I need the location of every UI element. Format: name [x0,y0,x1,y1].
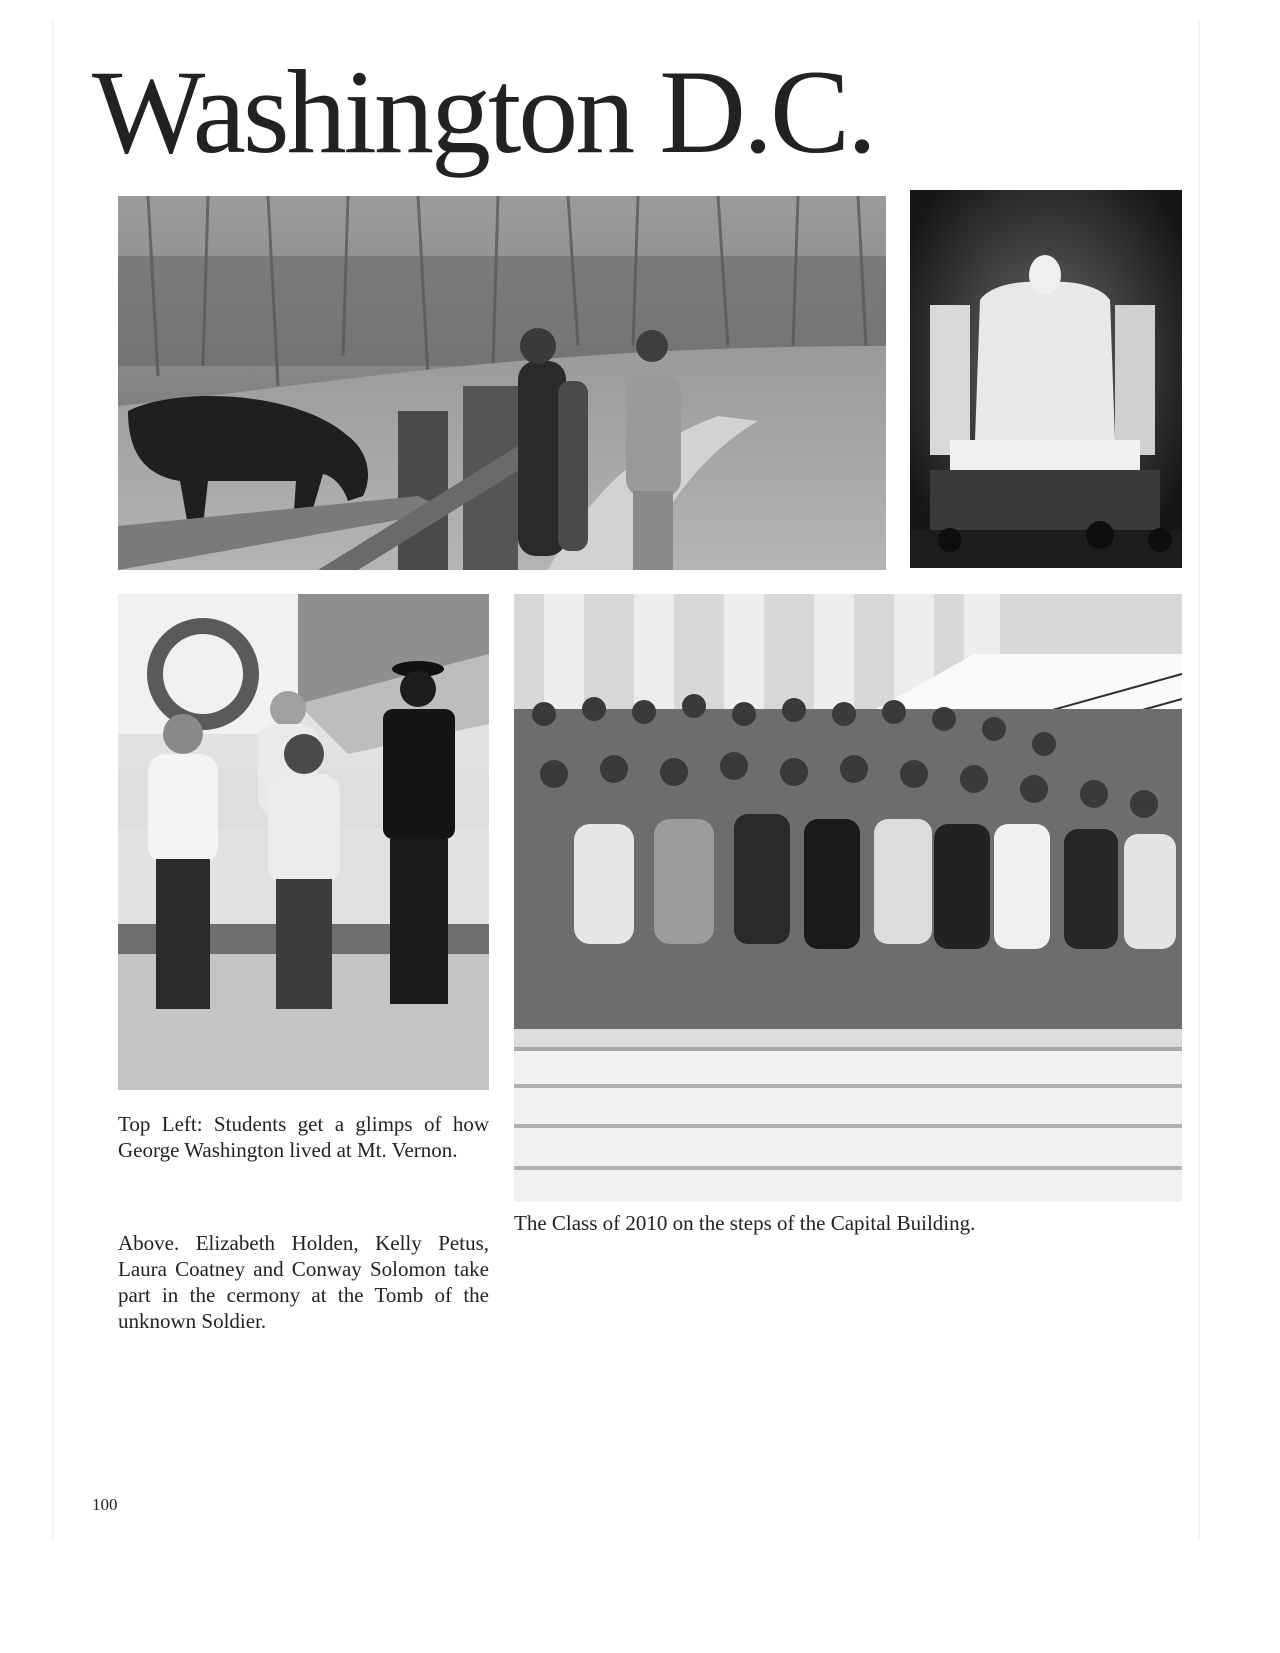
photo-tomb-unknown-soldier [118,594,489,1090]
caption-mount-vernon: Top Left: Students get a glimps of how George Washington lived at Mt. Vernon. [118,1112,489,1162]
page-title: Washington D.C. [92,45,874,178]
photo-class-capitol-steps [514,594,1182,1202]
page-number: 100 [92,1495,118,1514]
photo-mount-vernon [118,196,886,570]
caption-tomb-ceremony: Above. Elizabeth Holden, Kelly Petus, Laura Coatney and Conway Solomon take part in the cermony at the Tomb of the unknown Soldier. [118,1231,489,1333]
page-margin-line-left [52,20,54,1540]
page-margin-line-right [1198,20,1200,1540]
caption-class-of-2010: The Class of 2010 on the steps of the Capital Building. [514,1211,976,1235]
photo-lincoln-memorial [910,190,1182,568]
